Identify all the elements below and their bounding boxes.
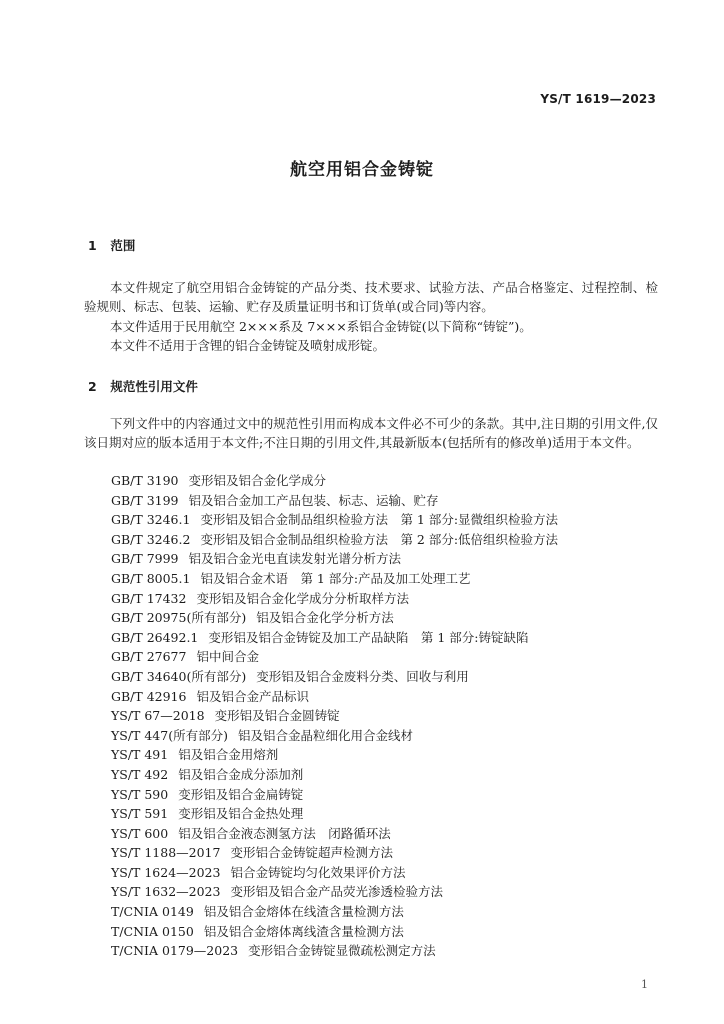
reference-code: GB/T 3190 xyxy=(111,473,179,488)
reference-title: 铝及铝合金液态测氢方法 闭路循环法 xyxy=(178,825,391,841)
page-number: 1 xyxy=(641,978,648,991)
reference-item xyxy=(111,843,558,863)
reference-title: 变形铝及铝合金化学成分分析取样方法 xyxy=(196,590,409,606)
reference-code: YS/T 491 xyxy=(111,747,169,763)
reference-title: 变形铝及铝合金铸锭及加工产品缺陷 第 1 部分:铸锭缺陷 xyxy=(208,629,529,645)
reference-item xyxy=(111,882,558,902)
reference-title: 铝及铝合金产品标识 xyxy=(196,688,309,704)
reference-title: 铝合金铸锭均匀化效果评价方法 xyxy=(230,864,406,880)
reference-item xyxy=(111,530,558,550)
section-title: 规范性引用文件 xyxy=(110,379,198,394)
reference-item xyxy=(111,667,558,687)
reference-item xyxy=(111,765,558,785)
reference-code: GB/T 20975(所有部分) xyxy=(111,610,247,626)
reference-title: 变形铝及铝合金制品组织检验方法 第 2 部分:低倍组织检验方法 xyxy=(200,531,559,547)
reference-code: YS/T 67—2018 xyxy=(111,708,205,724)
reference-code: GB/T 27677 xyxy=(111,649,187,665)
reference-item xyxy=(111,628,558,648)
reference-code: YS/T 600 xyxy=(111,825,169,841)
reference-title: 变形铝合金铸锭显微疏松测定方法 xyxy=(248,943,436,959)
scope-paragraph: 本文件规定了航空用铝合金铸锭的产品分类、技术要求、试验方法、产品合格鉴定、过程控制、检验规则、标志、包装、运输、贮存及质量证明书和订货单(或合同)等内容。 xyxy=(84,280,658,314)
reference-item xyxy=(111,745,558,765)
reference-item xyxy=(111,804,558,824)
reference-code: YS/T 590 xyxy=(111,786,169,802)
reference-item xyxy=(111,941,558,961)
normative-intro-paragraph: 下列文件中的内容通过文中的规范性引用而构成本文件必不可少的条款。其中,注日期的引用文件,仅该日期对应的版本适用于本文件;不注日期的引用文件,其最新版本(包括所有的修改单)适用于本文件。 xyxy=(84,416,658,450)
reference-title: 铝及铝合金成分添加剂 xyxy=(178,766,304,782)
section-title: 范围 xyxy=(110,238,136,253)
reference-item xyxy=(111,687,558,707)
reference-item xyxy=(111,726,558,746)
reference-item xyxy=(111,608,558,628)
reference-title: 变形铝及铝合金圆铸锭 xyxy=(214,708,340,724)
reference-code: T/CNIA 0149 xyxy=(111,904,194,920)
reference-code: GB/T 3246.2 xyxy=(111,531,191,547)
section-2-heading xyxy=(88,377,198,395)
section-1-heading xyxy=(88,236,135,254)
reference-code: GB/T 26492.1 xyxy=(111,629,199,645)
reference-list xyxy=(111,471,558,961)
reference-title: 铝及铝合金加工产品包装、标志、运输、贮存 xyxy=(188,492,439,508)
reference-title: 变形铝及铝合金制品组织检验方法 第 1 部分:显微组织检验方法 xyxy=(200,512,559,528)
section-number: 1 xyxy=(88,238,97,253)
reference-code: GB/T 3246.1 xyxy=(111,512,191,528)
reference-code: YS/T 1188—2017 xyxy=(111,845,221,861)
scope-paragraph: 本文件适用于民用航空 2×××系及 7×××系铝合金铸锭(以下简称“铸锭”)。 xyxy=(110,319,532,334)
reference-title: 变形铝及铝合金化学成分 xyxy=(188,473,327,488)
reference-code: YS/T 1624—2023 xyxy=(111,864,221,880)
reference-item xyxy=(111,902,558,922)
reference-item xyxy=(111,471,558,491)
reference-code: GB/T 8005.1 xyxy=(111,570,191,586)
reference-code: GB/T 17432 xyxy=(111,590,187,606)
reference-code: YS/T 591 xyxy=(111,806,169,822)
reference-title: 铝及铝合金化学分析方法 xyxy=(256,610,394,626)
reference-code: GB/T 42916 xyxy=(111,688,187,704)
reference-title: 变形铝及铝合金扁铸锭 xyxy=(178,786,304,802)
reference-title: 铝及铝合金光电直读发射光谱分析方法 xyxy=(188,551,402,567)
reference-item xyxy=(111,510,558,530)
reference-code: T/CNIA 0150 xyxy=(111,923,194,939)
reference-item xyxy=(111,549,558,569)
standard-code: YS/T 1619—2023 xyxy=(540,92,656,106)
reference-title: 变形铝及铝合金产品荧光渗透检验方法 xyxy=(230,884,443,900)
reference-code: T/CNIA 0179—2023 xyxy=(111,943,239,959)
reference-title: 变形铝及铝合金废料分类、回收与利用 xyxy=(256,668,469,684)
reference-code: GB/T 7999 xyxy=(111,551,179,567)
reference-item xyxy=(111,922,558,942)
reference-code: YS/T 1632—2023 xyxy=(111,884,221,900)
reference-title: 铝及铝合金术语 第 1 部分:产品及加工处理工艺 xyxy=(200,570,471,586)
section-number: 2 xyxy=(88,379,97,394)
reference-item xyxy=(111,589,558,609)
reference-item xyxy=(111,785,558,805)
reference-title: 铝及铝合金用熔剂 xyxy=(178,747,279,763)
reference-title: 变形铝合金铸锭超声检测方法 xyxy=(230,845,393,861)
reference-code: YS/T 492 xyxy=(111,766,169,782)
reference-item xyxy=(111,863,558,883)
document-title: 航空用铝合金铸锭 xyxy=(290,160,434,180)
reference-title: 铝及铝合金熔体离线渣含量检测方法 xyxy=(203,923,404,939)
reference-item xyxy=(111,706,558,726)
reference-code: GB/T 34640(所有部分) xyxy=(111,668,247,684)
reference-title: 变形铝及铝合金热处理 xyxy=(178,806,304,822)
reference-code: GB/T 3199 xyxy=(111,492,179,508)
reference-item xyxy=(111,647,558,667)
reference-item xyxy=(111,569,558,589)
reference-code: YS/T 447(所有部分) xyxy=(111,727,228,743)
reference-title: 铝及铝合金熔体在线渣含量检测方法 xyxy=(203,904,404,920)
reference-title: 铝及铝合金晶粒细化用合金线材 xyxy=(237,727,413,743)
reference-title: 铝中间合金 xyxy=(196,649,259,665)
reference-item xyxy=(111,491,558,511)
reference-item xyxy=(111,824,558,844)
scope-paragraph: 本文件不适用于含锂的铝合金铸锭及喷射成形锭。 xyxy=(110,338,386,353)
